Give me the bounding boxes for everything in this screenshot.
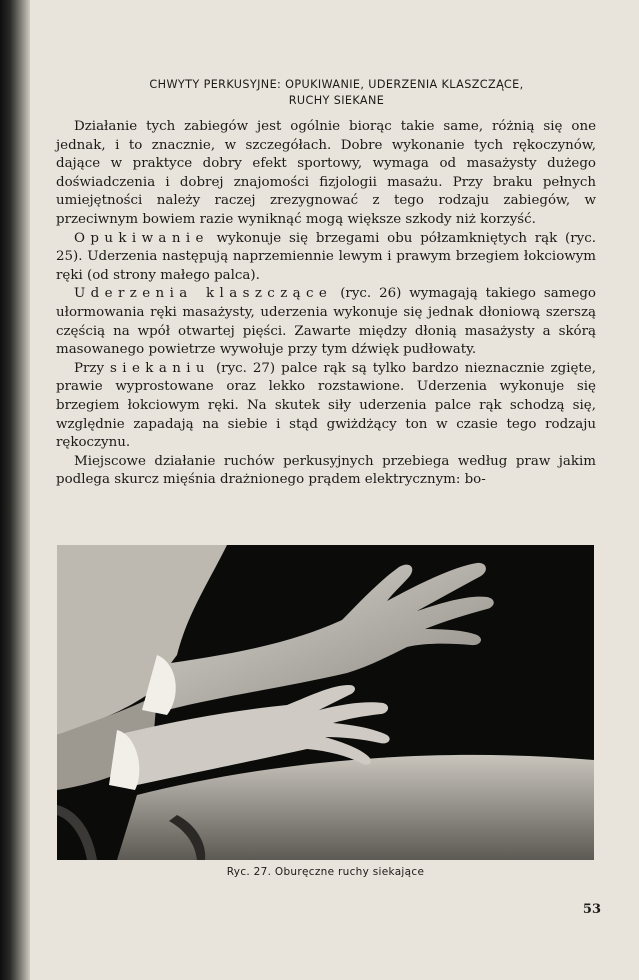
term-uderzenia-klaszczace: Uderzenia klaszczące	[74, 286, 333, 302]
term-siekanie: siekaniu	[110, 360, 210, 376]
term-opukiwanie: Opukiwanie	[74, 230, 209, 246]
section-heading-line-1: CHWYTY PERKUSYJNE: OPUKIWANIE, UDERZENIA KLASZCZĄCE,	[149, 78, 524, 91]
paragraph-siekanie	[56, 360, 596, 453]
body-text	[56, 118, 596, 490]
paragraph-siekanie-lead: Przy	[74, 360, 111, 376]
figure-photo	[57, 545, 594, 860]
massage-hands-illustration	[57, 545, 594, 860]
paragraph-uderzenia	[56, 285, 596, 359]
paragraph-uderzenia-text: (ryc. 26) wymagają takiego samego ułormowania ręki masażysty, uderzenia wykonuje się jednak dłoniową szerszą częścią na wpół otwartej pięści. Zawarte między dłonią masażysty a skórą masowanego powietrze wywołuje przy tym dźwięk pudłowaty.	[56, 286, 596, 358]
section-heading	[60, 77, 613, 109]
paragraph-opukiwanie-text: wykonuje się brzegami obu półzamkniętych rąk (ryc. 25). Uderzenia następują naprzemiennie lewym i prawym brzegiem łokciowym ręki (od strony małego palca).	[56, 230, 596, 283]
paragraph-opukiwanie	[56, 230, 596, 286]
paragraph-siekanie-text: (ryc. 27) palce rąk są tylko bardzo nieznacznie zgięte, prawie wyprostowane oraz lekko rozstawione. Uderzenia wykonuje się brzegiem łokciowym ręki. Na skutek siły uderzenia palce rąk schodzą się, względnie zapadają na siebie i stąd gwiżdżący ton w czasie tego rodzaju rękoczynu.	[56, 360, 596, 451]
paragraph-miejscowe: Miejscowe działanie ruchów perkusyjnych przebiega według praw jakim podlega skurcz mięśnia drażnionego prądem elektrycznym: bo-	[56, 453, 596, 488]
paragraph-intro: Działanie tych zabiegów jest ogólnie biorąc takie same, różnią się one jednak, i to znacznie, w szczegółach. Dobre wykonanie tych rękoczynów, dające w praktyce dobry efekt sportowy, wymaga od masażysty dużego doświadczenia i dobrej znajomości fizjologii masażu. Przy braku pełnych umiejętności należy raczej zrezygnować z tego rodzaju zabiegów, w przeciwnym bowiem razie wyniknąć mogą większe szkody niż korzyść.	[56, 119, 596, 227]
figure-caption: Ryc. 27. Oburęczne ruchy siekające	[226, 866, 425, 878]
page-number: 53	[582, 902, 601, 917]
section-heading-line-2: RUCHY SIEKANE	[288, 94, 385, 107]
